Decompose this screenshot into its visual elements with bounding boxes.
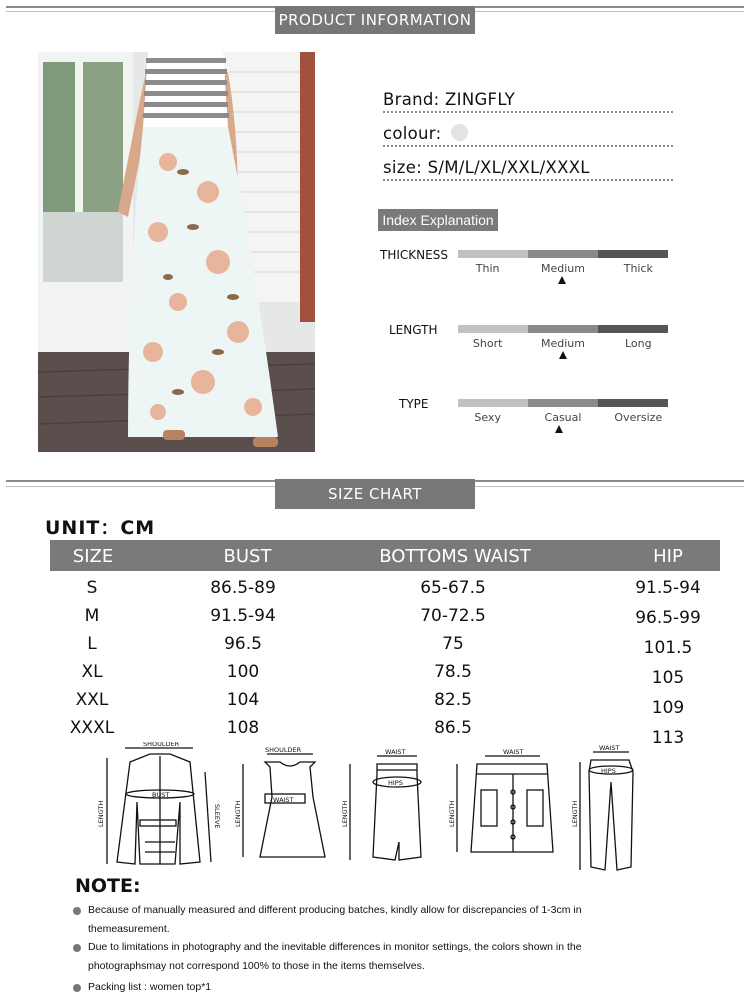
table-cell: 105 (651, 668, 685, 688)
table-cell: 91.5-94 (210, 606, 276, 626)
table-cell: XXXL (69, 718, 115, 738)
note-bullet (73, 984, 81, 992)
table-cell: S (86, 578, 98, 598)
col-header-bottoms-waist: BOTTOMS WAIST (379, 546, 531, 567)
note-1-line-2: themeasurement. (88, 923, 170, 935)
size-chart-title: SIZE CHART (328, 485, 422, 503)
type-options (450, 411, 676, 424)
note-item-2 (88, 938, 638, 976)
table-cell: XL (81, 662, 103, 682)
col-header-size: SIZE (72, 546, 114, 567)
thickness-options (450, 262, 676, 275)
thickness-scale-bar (458, 250, 668, 258)
size-text: size: S/M/L/XL/XXL/XXXL (383, 158, 590, 177)
table-cell: 109 (651, 698, 685, 718)
diagram-label-length: LENGTH (97, 800, 105, 827)
dress-diagram (243, 754, 325, 857)
diagram-label-length-2: LENGTH (234, 800, 242, 827)
diagram-label-length-3: LENGTH (341, 800, 349, 827)
colour-row (383, 124, 673, 147)
diagram-label-length-5: LENGTH (571, 800, 579, 827)
unit-label: UNIT：CM (45, 517, 156, 539)
diagram-label-waist: WAIST (385, 748, 406, 756)
note-title: NOTE: (75, 875, 141, 897)
size-chart-banner (275, 479, 475, 509)
type-option: Sexy (474, 411, 501, 424)
table-cell: 70-72.5 (420, 606, 486, 626)
diagram-label-waist-3: WAIST (599, 744, 620, 752)
brand-row (383, 90, 673, 113)
type-label: TYPE (399, 397, 429, 411)
pencil-skirt-diagram (350, 756, 421, 860)
note-item-3 (88, 978, 638, 997)
note-3-line-1: Packing list : women top*1 (88, 981, 212, 993)
table-cell: XXL (75, 690, 109, 710)
diagram-label-waist-2: WAIST (503, 748, 524, 756)
type-selected-marker (555, 425, 563, 433)
brand-text: Brand: ZINGFLY (383, 90, 516, 109)
table-cell: 65-67.5 (420, 578, 486, 598)
type-scale-bar (458, 399, 668, 407)
size-row (383, 158, 673, 181)
note-2-line-2: photographsmay not correspond 100% to those in the items themselves. (88, 960, 425, 972)
table-cell: 108 (226, 718, 260, 738)
measurement-diagrams (95, 742, 655, 874)
table-cell: 86.5 (434, 718, 472, 738)
table-cell: 82.5 (434, 690, 472, 710)
table-cell: 100 (226, 662, 260, 682)
table-cell: 96.5-99 (635, 608, 701, 628)
dress-photo-illustration (38, 52, 315, 452)
mini-skirt-diagram (457, 756, 553, 852)
note-2-line-1: Due to limitations in photography and the inevitable differences in monitor settings, the colors shown in the (88, 941, 582, 953)
length-selected-marker (559, 351, 567, 359)
product-photo (38, 52, 315, 452)
length-option: Long (625, 337, 652, 350)
col-header-hip: HIP (653, 546, 683, 567)
diagram-label-waist-4: WAIST (273, 796, 294, 804)
table-cell: 104 (226, 690, 260, 710)
table-cell: 113 (651, 728, 685, 748)
diagram-label-shoulder-2: SHOULDER (265, 746, 302, 754)
length-options (450, 337, 676, 350)
diagram-label-hips: HIPS (388, 779, 403, 787)
thickness-label: THICKNESS (380, 248, 448, 262)
diagram-label-sleeve: SLEEVE (213, 804, 221, 829)
table-cell: 75 (442, 634, 464, 654)
note-bullet (73, 907, 81, 915)
colour-swatch (451, 124, 468, 141)
length-option: Short (472, 337, 503, 350)
table-cell: 86.5-89 (210, 578, 276, 598)
thickness-selected-marker (558, 276, 566, 284)
table-cell: 101.5 (643, 638, 693, 658)
thickness-option: Thin (475, 262, 500, 275)
thickness-option: Medium (541, 262, 585, 275)
type-option: Oversize (614, 411, 663, 424)
length-scale-bar (458, 325, 668, 333)
table-cell: 78.5 (434, 662, 472, 682)
col-header-bust: BUST (223, 546, 272, 567)
product-info-banner (275, 6, 475, 34)
product-info-title: PRODUCT INFORMATION (278, 11, 472, 29)
colour-text: colour: (383, 124, 442, 143)
diagram-label-shoulder: SHOULDER (143, 742, 180, 748)
length-option: Medium (541, 337, 585, 350)
size-table-header (50, 540, 720, 571)
jacket-diagram (107, 748, 211, 864)
diagram-label-hips-2: HIPS (601, 767, 616, 775)
table-cell: M (84, 606, 100, 626)
length-label: LENGTH (389, 323, 438, 337)
note-1-line-1: Because of manually measured and different producing batches, kindly allow for discrepancies of 1-3cm in (88, 904, 582, 916)
diagram-label-length-4: LENGTH (448, 800, 456, 827)
index-explanation-title: Index Explanation (382, 212, 494, 228)
type-option: Casual (544, 411, 582, 424)
thickness-option: Thick (623, 262, 653, 275)
note-item-1 (88, 901, 638, 939)
index-explanation-tag (378, 209, 498, 231)
note-bullet (73, 944, 81, 952)
table-cell: L (87, 634, 97, 654)
table-cell: 96.5 (224, 634, 262, 654)
diagram-label-bust: BUST (152, 791, 170, 799)
table-cell: 91.5-94 (635, 578, 701, 598)
